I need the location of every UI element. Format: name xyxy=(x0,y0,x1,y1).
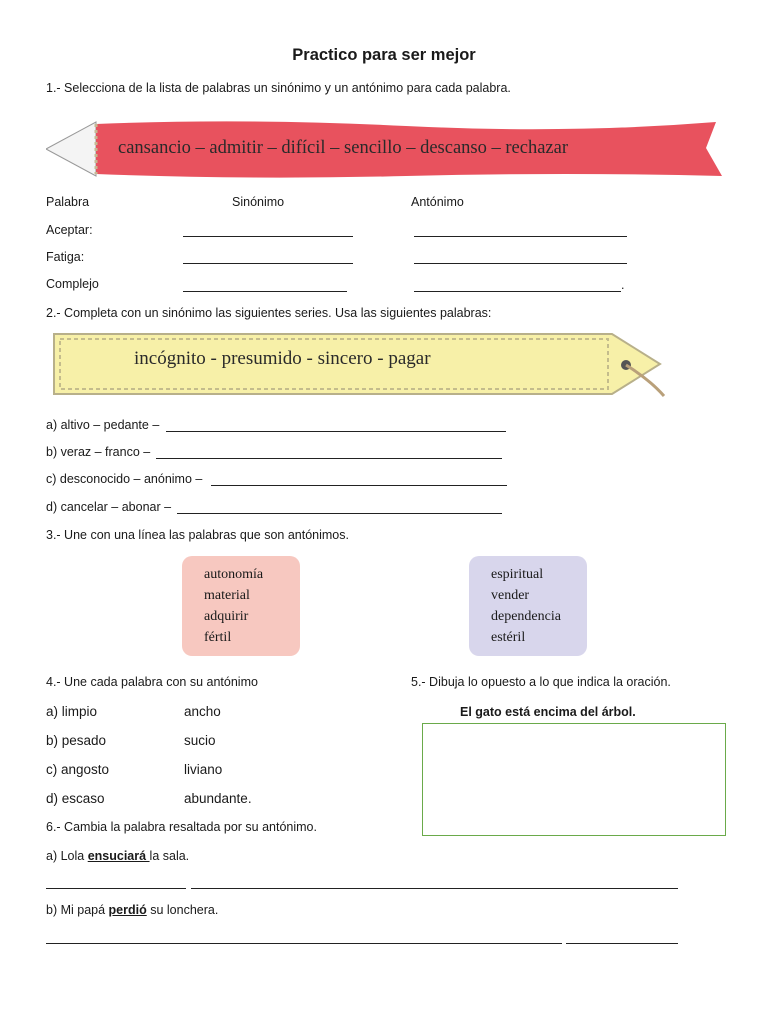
header-antonimo: Antónimo xyxy=(411,195,464,209)
section2-instruction: 2.- Completa con un sinónimo las siguientes series. Usa las siguientes palabras: xyxy=(46,306,492,320)
series-blank[interactable] xyxy=(211,485,507,486)
sentence-a xyxy=(46,849,189,863)
answer-blank-long[interactable] xyxy=(191,888,678,889)
sentence-b xyxy=(46,903,218,917)
tag-words: incógnito - presumido - sincero - pagar xyxy=(134,348,431,369)
word[interactable]: dependencia xyxy=(491,609,561,624)
section1-instruction: 1.- Selecciona de la lista de palabras un sinónimo y un antónimo para cada palabra. xyxy=(46,81,511,95)
header-palabra: Palabra xyxy=(46,195,90,209)
drawing-box[interactable] xyxy=(422,723,726,836)
word[interactable]: espiritual xyxy=(491,567,544,582)
word-ribbon xyxy=(46,118,726,180)
row-word: Fatiga: xyxy=(46,250,85,264)
row-word: Complejo xyxy=(46,277,99,291)
sentence-a-after: la sala. xyxy=(149,849,190,863)
left-word[interactable]: c) angosto xyxy=(46,762,110,777)
sentence-b-before: b) Mi papá xyxy=(46,903,109,917)
sentence-a-before: a) Lola xyxy=(46,849,88,863)
section6-instruction: 6.- Cambia la palabra resaltada por su antónimo. xyxy=(46,820,317,834)
series-item: d) cancelar – abonar – xyxy=(46,500,172,514)
antonimo-blank[interactable] xyxy=(414,263,627,264)
word[interactable]: adquirir xyxy=(204,609,249,624)
ribbon-words: cansancio – admitir – difícil – sencillo – descanso – rechazar xyxy=(118,138,568,158)
left-word[interactable]: b) pesado xyxy=(46,733,107,748)
highlighted-word-b: perdió xyxy=(108,903,147,917)
highlighted-word-a: ensuciará xyxy=(87,849,150,863)
sinonimo-blank[interactable] xyxy=(183,291,347,292)
section3-instruction: 3.- Une con una línea las palabras que son antónimos. xyxy=(46,528,349,542)
word-tag xyxy=(52,330,674,402)
series-blank[interactable] xyxy=(156,458,502,459)
page-title: Practico para ser mejor xyxy=(292,46,476,64)
word[interactable]: vender xyxy=(491,588,530,603)
right-word-box xyxy=(469,556,587,656)
left-word[interactable]: a) limpio xyxy=(46,704,98,719)
antonimo-blank[interactable] xyxy=(414,291,621,292)
row-word: Aceptar: xyxy=(46,223,93,237)
antonimo-blank[interactable] xyxy=(414,236,627,237)
left-word-box xyxy=(182,556,300,656)
right-word[interactable]: ancho xyxy=(184,704,221,719)
series-item: c) desconocido – anónimo – xyxy=(46,472,203,486)
right-word[interactable]: abundante. xyxy=(184,791,252,806)
section4-instruction: 4.- Une cada palabra con su antónimo xyxy=(46,675,258,689)
word[interactable]: autonomía xyxy=(204,567,264,582)
left-word[interactable]: d) escaso xyxy=(46,791,105,806)
series-blank[interactable] xyxy=(177,513,502,514)
series-item: b) veraz – franco – xyxy=(46,445,151,459)
sinonimo-blank[interactable] xyxy=(183,236,353,237)
word[interactable]: estéril xyxy=(491,630,526,645)
sinonimo-blank[interactable] xyxy=(183,263,353,264)
answer-blank-short[interactable] xyxy=(46,888,186,889)
right-word[interactable]: liviano xyxy=(184,762,223,777)
row-end-period: . xyxy=(621,278,625,292)
series-item: a) altivo – pedante – xyxy=(46,418,160,432)
answer-blank-short[interactable] xyxy=(566,943,678,944)
answer-blank-long[interactable] xyxy=(46,943,562,944)
word[interactable]: fértil xyxy=(204,630,232,645)
sentence-b-after: su lonchera. xyxy=(146,903,219,917)
series-blank[interactable] xyxy=(166,431,506,432)
section5-instruction: 5.- Dibuja lo opuesto a lo que indica la oración. xyxy=(411,675,671,689)
section5-sentence: El gato está encima del árbol. xyxy=(460,705,636,719)
word[interactable]: material xyxy=(204,588,250,603)
header-sinonimo: Sinónimo xyxy=(232,195,285,209)
right-word[interactable]: sucio xyxy=(184,733,216,748)
